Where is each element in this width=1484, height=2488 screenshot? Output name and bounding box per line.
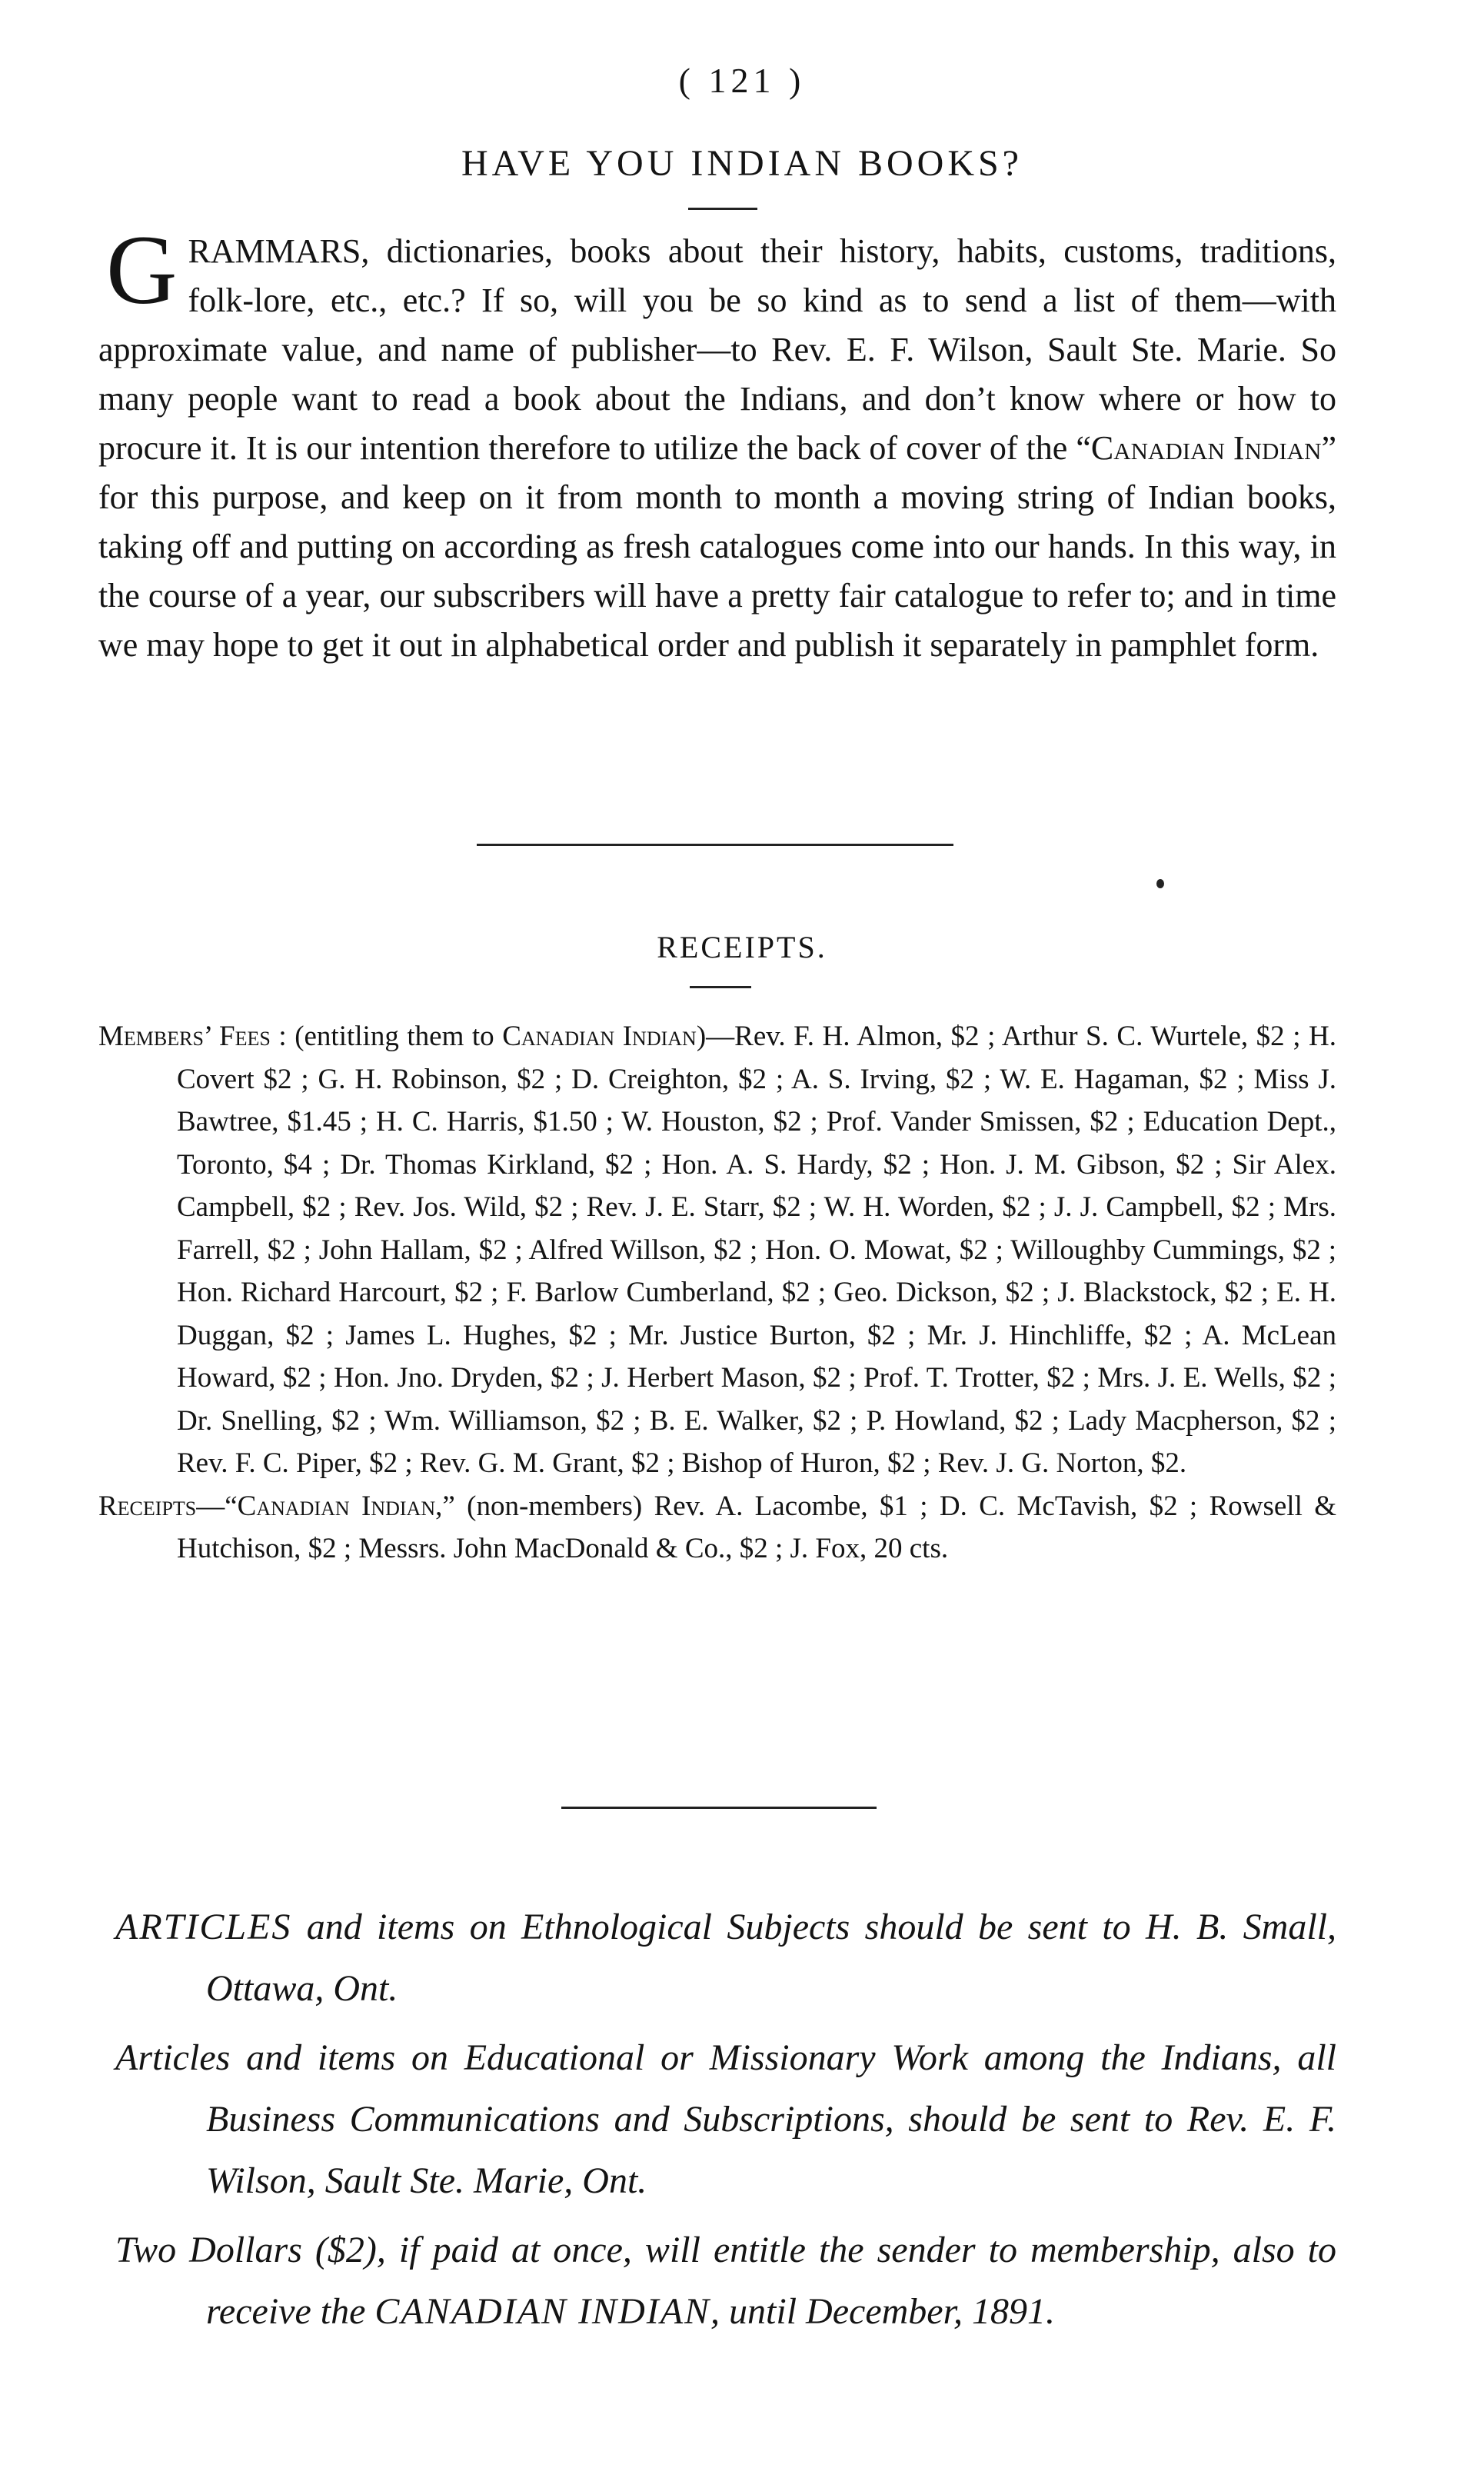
- notice-membership: [115, 2220, 1336, 2343]
- notice-ethnological: [115, 1897, 1336, 2020]
- notice-educational: [115, 2027, 1336, 2212]
- members-fees-entry: [98, 1015, 1336, 1485]
- notice-membership-text-1: Two Dollars ($2), if paid at once, will entitle the sender to membership, also to receive the: [115, 2230, 1336, 2332]
- section-divider-1: [477, 844, 953, 846]
- members-fees-label: Members’ Fees :: [98, 1021, 287, 1052]
- section-divider-2: [561, 1807, 877, 1809]
- nonmembers-text: ,” (non-members) Rev. A. Lacombe, $1 ; D. C. McTavish, $2 ; Rowsell & Hutchison, $2 ; Messrs. John MacDonald & Co., $2 ; J. Fox, 20 cts.: [177, 1490, 1336, 1564]
- nonmembers-publication: Canadian Indian: [237, 1490, 436, 1522]
- drop-cap: G: [106, 215, 178, 325]
- members-fees-publication: Canadian Indian: [502, 1021, 697, 1052]
- intro-text-1: RAMMARS, dictionaries, books about their history, habits, customs, traditions, folk-lore, etc., etc.? If so, will you be so kind as to send a list of them—with approximate value, and name of publisher—to Rev. E. F. Wilson, Sault Ste. Marie. So many people want to read a book about the Indians, and don’t know where or how to procure it. It is our intention therefore to utilize the back of cover of the “: [98, 232, 1336, 467]
- receipts-heading: RECEIPTS.: [657, 930, 827, 964]
- notice-articles-caps: ARTICLES: [115, 1907, 292, 1947]
- page-title: HAVE YOU INDIAN BOOKS?: [461, 143, 1023, 184]
- receipts-rule: [690, 986, 751, 988]
- notice-membership-text-2: , until December, 1891.: [710, 2291, 1055, 2332]
- nonmembers-label: Receipts—“: [98, 1490, 238, 1522]
- members-fees-text-2: )—Rev. F. H. Almon, $2 ; Arthur S. C. Wurtele, $2 ; H. Covert $2 ; G. H. Robinson, $2 ; D. Creighton, $2 ; A. S. Irving, $2 ; W. E. Hagaman, $2 ; Miss J. Bawtree, $1.45 ; H. C. Harris, $1.50 ; W. Houston, $2 ; Prof. Vander Smissen, $2 ; Education Dept., Toronto, $4 ; Dr. Thomas Kirkland, $2 ; Hon. A. S. Hardy, $2 ; Hon. J. M. Gibson, $2 ; Sir Alex. Campbell, $2 ; Rev. Jos. Wild, $2 ; Rev. J. E. Starr, $2 ; W. H. Worden, $2 ; J. J. Campbell, $2 ; Mrs. Farrell, $2 ; John Hallam, $2 ; Alfred Willson, $2 ; Hon. O. Mowat, $2 ; Willoughby Cummings, $2 ; Hon. Richard Harcourt, $2 ; F. Barlow Cumberland, $2 ; Geo. Dickson, $2 ; J. Blackstock, $2 ; E. H. Duggan, $2 ; James L. Hughes, $2 ; Mr. Justice Burton, $2 ; Mr. J. Hinchliffe, $2 ; A. McLean Howard, $2 ; Hon. Jno. Dryden, $2 ; J. Herbert Mason, $2 ; Prof. T. Trotter, $2 ; Mrs. J. E. Wells, $2 ; Dr. Snelling, $2 ; Wm. Williamson, $2 ; B. E. Walker, $2 ; P. Howland, $2 ; Lady Macpherson, $2 ; Rev. F. C. Piper, $2 ; Rev. G. M. Grant, $2 ; Bishop of Huron, $2 ; Rev. J. G. Norton, $2.: [177, 1021, 1336, 1479]
- intro-publication-name: Canadian Indian: [1090, 429, 1322, 467]
- intro-text-2: ” for this purpose, and keep on it from month to month a moving string of Indian books, taking off and putting on according as fresh catalogues come into our hands. In this way, in the course of a year, our subscribers will have a pretty fair catalogue to refer to; and in time we may hope to get it out in alphabetical order and publish it separately in pamphlet form.: [98, 429, 1336, 664]
- notice-publication-caps: CANADIAN INDIAN: [374, 2291, 711, 2332]
- notices-block: [115, 1897, 1336, 2350]
- print-speck: [1156, 879, 1164, 888]
- title-rule: [688, 208, 757, 210]
- notice-educational-text: Articles and items on Educational or Missionary Work among the Indians, all Business Communications and Subscriptions, should be sent to Rev. E. F. Wilson, Sault Ste. Marie, Ont.: [115, 2037, 1336, 2201]
- intro-paragraph: [98, 215, 1336, 670]
- nonmembers-receipts-entry: [98, 1485, 1336, 1570]
- members-fees-text-1: (entitling them to: [286, 1021, 503, 1052]
- notice-ethnological-text: and items on Ethnological Subjects should be sent to H. B. Small, Ottawa, Ont.: [206, 1907, 1336, 2009]
- receipts-list: [98, 1015, 1336, 1570]
- page-number: ( 121 ): [678, 61, 806, 100]
